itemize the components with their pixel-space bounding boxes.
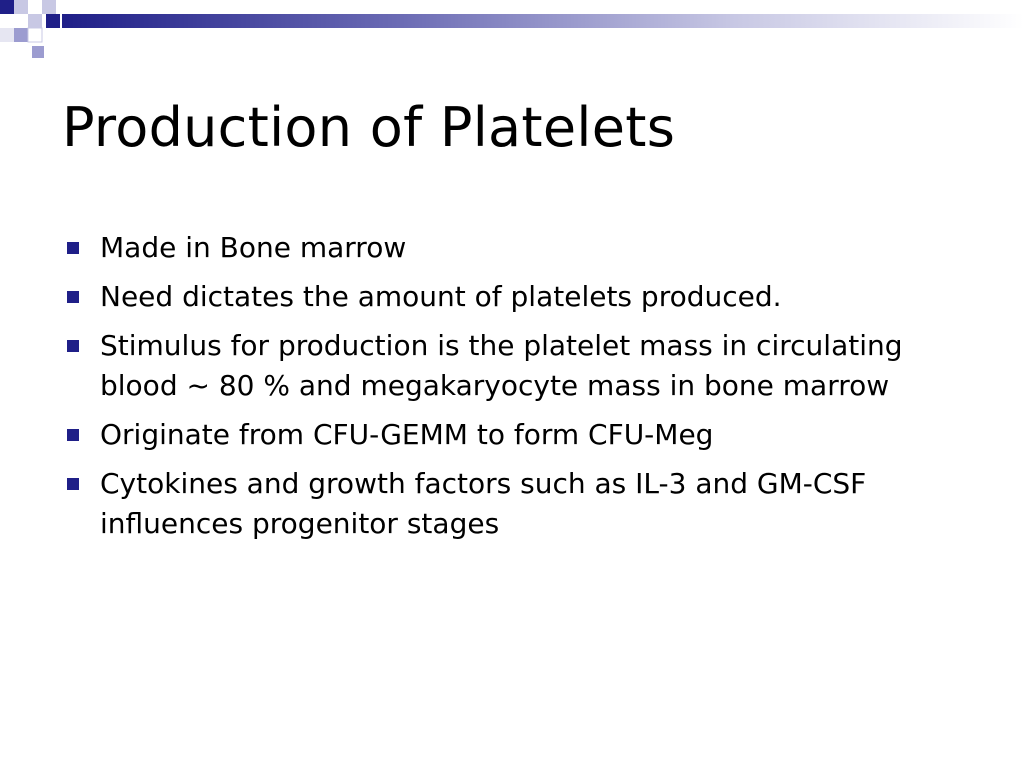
header-decoration <box>0 0 1024 64</box>
bullet-item <box>62 464 962 544</box>
deco-square <box>0 0 14 14</box>
bullet-text: Need dictates the amount of platelets produced. <box>100 280 782 313</box>
bullet-text: Originate from CFU-GEMM to form CFU-Meg <box>100 418 714 451</box>
slide-title: Production of Platelets <box>62 96 676 159</box>
square-bullet-icon <box>67 340 79 352</box>
square-bullet-icon <box>67 242 79 254</box>
deco-square <box>14 0 28 14</box>
deco-square <box>14 28 28 42</box>
bullet-text: Made in Bone marrow <box>100 231 407 264</box>
square-bullet-icon <box>67 478 79 490</box>
bullet-item <box>62 228 962 268</box>
bullet-item <box>62 277 962 317</box>
deco-square <box>46 14 60 28</box>
square-bullet-icon <box>67 429 79 441</box>
bullet-text: Stimulus for production is the platelet mass in circulating blood ~ 80 % and megakaryocyte mass in bone marrow <box>100 329 903 402</box>
bullet-item <box>62 326 962 406</box>
deco-square <box>0 28 14 42</box>
bullet-text: Cytokines and growth factors such as IL-3 and GM-CSF influences progenitor stages <box>100 467 867 540</box>
square-bullet-icon <box>67 291 79 303</box>
header-gradient-graphic <box>0 0 1024 64</box>
header-gradient-band <box>62 14 1024 28</box>
deco-square <box>28 14 42 28</box>
deco-square <box>28 28 42 42</box>
deco-square <box>32 46 44 58</box>
deco-square <box>42 0 56 14</box>
bullet-list <box>62 228 962 553</box>
bullet-item <box>62 415 962 455</box>
